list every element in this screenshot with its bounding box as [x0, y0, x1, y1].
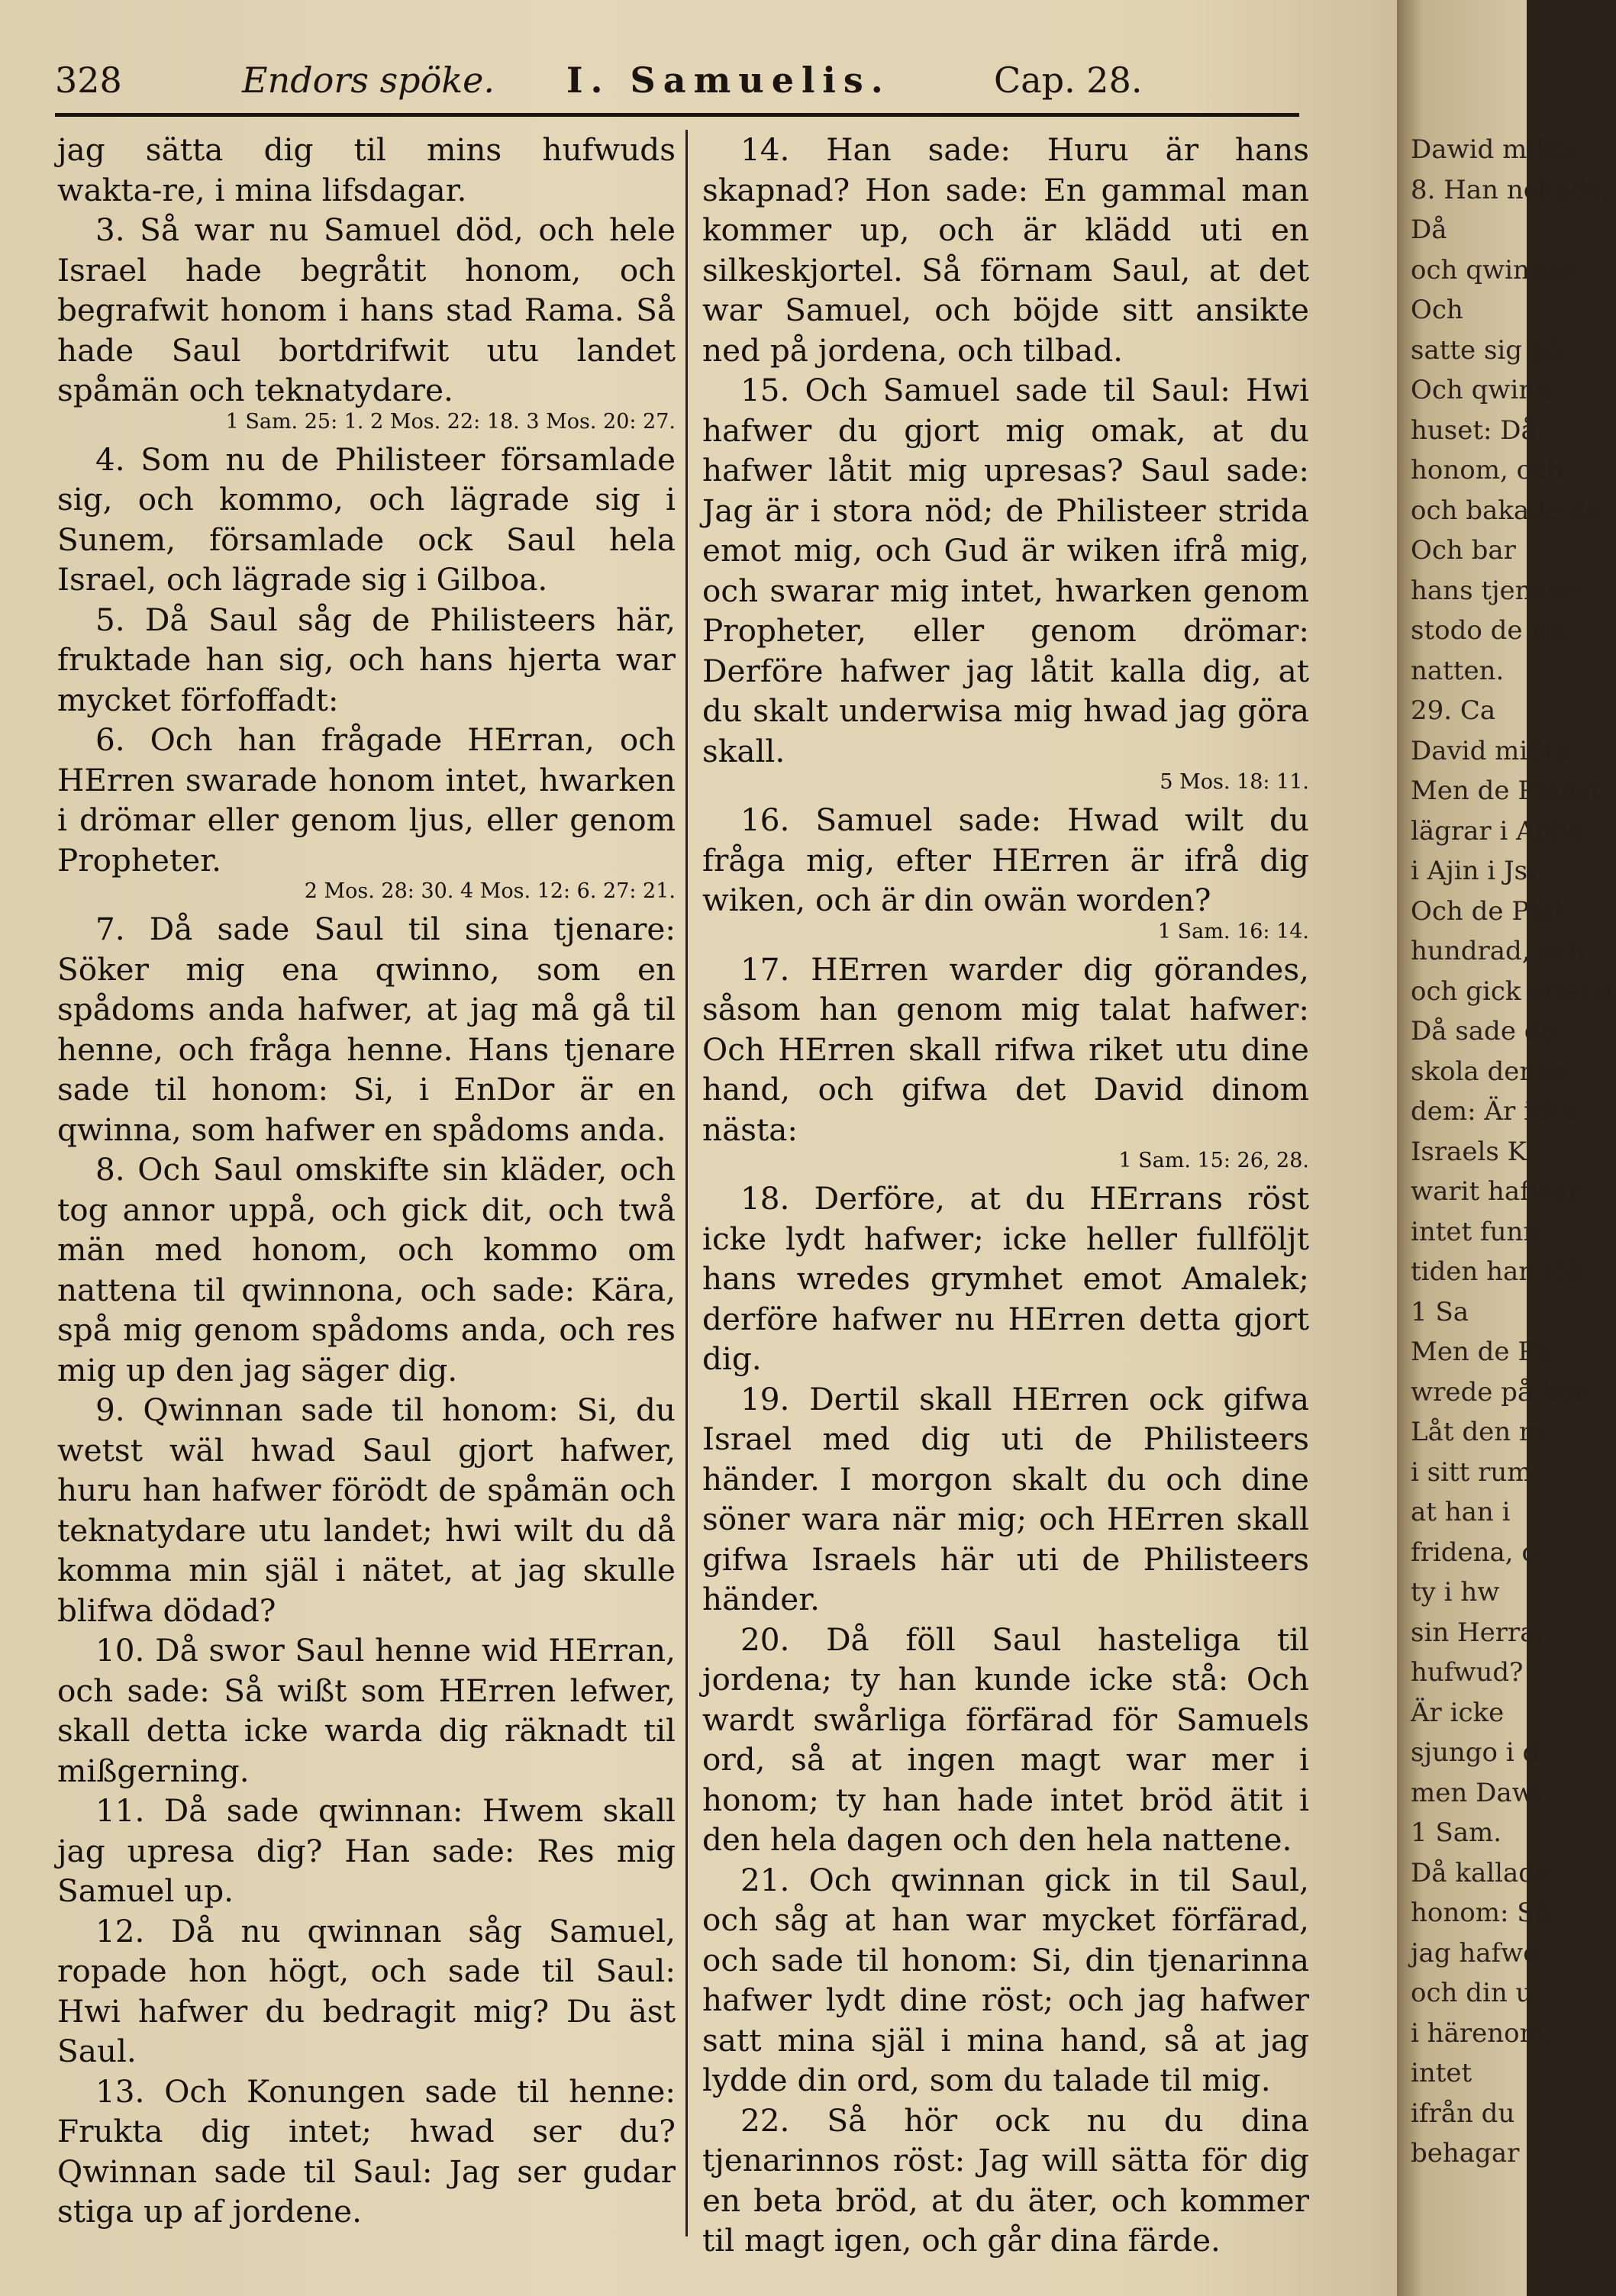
verse-text: 8. Och Saul omskifte sin kläder, och tog annor uppå, och gick dit, och twå män med honom, och kommo om nattena til qwinnona, och sade: Kära, spå mig genom spådoms anda, och res mig up den jag säger dig. — [57, 1151, 676, 1388]
facing-page-fragment: 29. Ca — [1411, 695, 1496, 726]
facing-page-fragment: sjungo i d — [1411, 1737, 1540, 1768]
verse-text: 4. Som nu de Philisteer församlade sig, och kommo, och lägrade sig i Sunem, församlade ock Saul hela Israel, och lägrade sig i Gilboa. — [57, 440, 676, 598]
verse-text: 22. Så hör ock nu du dina tjenarinnos röst: Jag will sätta för dig en beta bröd, at du äter, och kommer til magt igen, och går dina färde. — [702, 2101, 1309, 2259]
book-title: I. Samuelis. — [566, 60, 891, 101]
facing-page-fragment: stodo de up, — [1411, 615, 1572, 646]
cross-reference: 5 Mos. 18: 11. — [1160, 770, 1309, 794]
verse-text: 13. Och Konungen sade til henne: Frukta dig intet; hwad ser du? Qwinnan sade til Saul: Jag ser gudar stiga up af jordene. — [57, 2072, 676, 2230]
verse-paragraph — [57, 440, 676, 600]
cross-reference: 1 Sam. 16: 14. — [1157, 919, 1309, 943]
facing-page-fragment: Och bar — [1411, 535, 1516, 566]
left-column — [57, 130, 676, 2232]
facing-page-fragment: natten. — [1411, 655, 1505, 686]
verse-text: 7. Då sade Saul til sina tjenare: Söker mig ena qwinno, som en spådoms anda hafwer, at jag må gå til henne, och fråga henne. Hans tjenare sade til honom: Si, i EnDor är en qwinna, som hafwer en spådoms anda. — [57, 911, 676, 1148]
facing-page-fragment: satte sig på — [1411, 334, 1563, 366]
verse-paragraph — [702, 1179, 1309, 1379]
page-header — [55, 60, 1299, 113]
cross-reference: 1 Sam. 15: 26, 28. — [1118, 1149, 1309, 1172]
facing-page-fragment: jag hafwe — [1411, 1937, 1539, 1969]
verse-paragraph — [702, 950, 1309, 1176]
verse-paragraph — [702, 2101, 1309, 2261]
verse-text: 17. HErren warder dig görandes, såsom han genom mig talat hafwer: Och HErren skall rifwa riket utu dine hand, och gifwa det David dinom nästa: — [702, 950, 1309, 1148]
facing-page-fragment: dem: Är icke — [1411, 1096, 1578, 1127]
facing-page-fragment: Då kallade — [1411, 1857, 1551, 1888]
verse-paragraph — [57, 1150, 676, 1390]
verse-text: 12. Då nu qwinnan såg Samuel, ropade hon högt, och sade til Saul: Hwi hafwer du bedragit mig? Du äst Saul. — [57, 1912, 676, 2069]
page-number: 328 — [55, 60, 122, 101]
facing-page-fragment: i Ajin i Jsr — [1411, 856, 1540, 886]
facing-page-fragment: Men de Ph — [1411, 1337, 1553, 1367]
verse-paragraph — [57, 600, 676, 721]
verse-text: 20. Då föll Saul hasteliga til jordena; ty han kunde icke stå: Och wardt swårliga förfärad för Samuels ord, så at ingen magt war mer i honom; ty han hade intet bröd ätit i den hela dagen och den hela nattene. — [702, 1620, 1309, 1858]
facing-page-fragment: wrede på hon — [1411, 1376, 1591, 1408]
facing-page-fragment: Israels K — [1411, 1136, 1527, 1167]
facing-page-fragment: fridena, o — [1411, 1537, 1537, 1568]
column-divider — [685, 130, 688, 2236]
facing-page-fragment: Dawid mißta — [1411, 134, 1579, 165]
verse-paragraph — [57, 909, 676, 1150]
verse-paragraph — [702, 370, 1309, 797]
facing-page-fragment: honom, och — [1411, 455, 1563, 485]
facing-page-fragment: intet — [1411, 2058, 1472, 2088]
facing-page-fragment: behagar — [1411, 2138, 1520, 2169]
verse-paragraph — [57, 1791, 676, 1911]
facing-page-fragment: Då — [1411, 214, 1447, 245]
verse-text: 6. Och han frågade HErran, och HErren swarade honom intet, hwarken i drömar eller genom ljus, eller genom Propheter. — [57, 721, 676, 879]
verse-paragraph — [702, 1379, 1309, 1620]
facing-page-fragment: och din u — [1411, 1978, 1533, 2008]
verse-paragraph — [702, 1860, 1309, 2101]
facing-page-fragment: tiden han föll — [1411, 1256, 1585, 1287]
verse-text: 15. Och Samuel sade til Saul: Hwi hafwer du gjort mig omak, at du hafwer låtit mig upresas? Saul sade: Jag är i stora nöd; de Philisteer strida emot mig, och Gud är wiken ifrå mig, och swarar mig intet, hwarken genom Propheter, eller genom drömar: Derföre hafwer jag låtit kalla dig, at du skalt underwisa mig hwad jag göra skall. — [702, 372, 1309, 769]
facing-page-fragment: honom: Så — [1411, 1898, 1550, 1928]
facing-page-fragment: 1 Sam. — [1411, 1817, 1502, 1848]
facing-page-edge — [1397, 0, 1616, 2296]
facing-page-fragment: sin Herra, — [1411, 1617, 1544, 1648]
verse-text: 14. Han sade: Huru är hans skapnad? Hon sade: En gammal man kommer up, och är klädd uti en silkeskjortel. Så förnam Saul, at det war Samuel, och böjde sitt ansikte ned på jordena, och tilbad. — [702, 131, 1309, 369]
chapter-label: Cap. 28. — [994, 60, 1143, 101]
facing-page-fragment: hundrad, och — [1411, 936, 1585, 966]
facing-page-fragment: Låt den m — [1411, 1417, 1544, 1447]
verse-text: 16. Samuel sade: Hwad wilt du fråga mig, efter HErren är ifrå dig wiken, och är din owän worden? — [702, 801, 1309, 918]
verse-paragraph — [57, 210, 676, 437]
verse-paragraph — [57, 130, 676, 210]
facing-page-fragment: Men de Philist — [1411, 776, 1601, 806]
facing-page-fragment: Då sade de — [1411, 1016, 1556, 1046]
verse-paragraph — [57, 1911, 676, 2072]
facing-page-fragment: men Dawi — [1411, 1777, 1543, 1808]
facing-page-fragment: 8. Han nekade, — [1411, 174, 1611, 205]
facing-page-fragment: intet funn — [1411, 1216, 1540, 1247]
facing-page-fragment: ty i hw — [1411, 1577, 1500, 1608]
facing-page-fragment: hans tjenare: — [1411, 575, 1584, 606]
facing-page-fragment: 1 Sa — [1411, 1296, 1469, 1327]
facing-page-fragment: Är icke — [1411, 1697, 1505, 1728]
verse-text: 21. Och qwinnan gick in til Saul, och såg at han war mycket förfärad, och sade til honom: Si, din tjenarinna hafwer lydt dine röst; och jag hafwer satt mina själ i mina hand, så at jag lydde din ord, som du talade til mig. — [702, 1861, 1309, 2098]
facing-page-fragment: David mißtä — [1411, 735, 1571, 766]
facing-page-fragment: i härenom, — [1411, 2017, 1553, 2049]
facing-page-fragment: warit hafwer — [1411, 1176, 1580, 1207]
verse-text: 10. Då swor Saul henne wid HErran, och sade: Så wißt som HErren lefwer, skall detta icke warda dig räknadt til mißgerning. — [57, 1632, 676, 1789]
verse-text: 19. Dertil skall HErren ock gifwa Israel med dig uti de Philisteers händer. I morgon skalt du och dine söner wara när mig; och HErren skall gifwa Israels här uti de Philisteers händer. — [702, 1380, 1309, 1617]
verse-paragraph — [702, 1620, 1309, 1860]
verse-paragraph — [702, 800, 1309, 946]
verse-paragraph — [57, 1630, 676, 1791]
facing-page-fragment: Och de Phil — [1411, 895, 1563, 927]
right-column — [702, 130, 1309, 2261]
facing-page-fragment: lägrar i Aphe — [1411, 815, 1584, 846]
facing-page-fragment: skola denne — [1411, 1056, 1569, 1087]
verse-text: 3. Så war nu Samuel död, och hele Israel hade begråtit honom, och begrafwit honom i hans stad Rama. Så hade Saul bortdrifwit utu landet spåmän och teknatydare. — [57, 211, 676, 408]
cross-reference: 1 Sam. 25: 1. 2 Mos. 22: 18. 3 Mos. 20: 27. — [225, 409, 676, 434]
facing-page-fragment: Och qwinn — [1411, 375, 1553, 405]
facing-page-fragment: huset: Då — [1411, 414, 1537, 446]
facing-page-fragment: och qwinnan — [1411, 254, 1579, 285]
facing-page-fragment: och bakade de — [1411, 495, 1601, 526]
cross-reference: 2 Mos. 28: 30. 4 Mos. 12: 6. 27: 21. — [304, 879, 676, 903]
verse-paragraph — [57, 1390, 676, 1630]
facing-page-fragment: at han i — [1411, 1497, 1511, 1527]
verse-paragraph — [702, 130, 1309, 370]
facing-page-text — [1411, 130, 1616, 2174]
verse-paragraph — [57, 720, 676, 906]
verse-text: jag sätta dig til mins hufwuds wakta‑re, i mina lifsdagar. — [57, 131, 676, 208]
verse-text: 18. Derföre, at du HErrans röst icke lydt hafwer; icke heller fullföljt hans wredes grymhet emot Amalek; derföre hafwer nu HErren detta gjort dig. — [702, 1180, 1309, 1377]
verse-paragraph — [57, 2072, 676, 2232]
running-title: Endors spöke. — [242, 60, 495, 101]
facing-page-fragment: ifrån du — [1411, 2098, 1515, 2129]
facing-page-fragment: Och — [1411, 295, 1463, 325]
header-rule — [55, 113, 1299, 117]
verse-text: 5. Då Saul såg de Philisteers här, fruktade han sig, och hans hjerta war mycket förfoffadt: — [57, 601, 676, 718]
verse-text: 11. Då sade qwinnan: Hwem skall jag upresa dig? Han sade: Res mig Samuel up. — [57, 1792, 676, 1909]
facing-page-fragment: hufwud? — [1411, 1657, 1524, 1688]
verse-text: 9. Qwinnan sade til honom: Si, du wetst wäl hwad Saul gjort hafwer, huru han hafwer förödt de spåmän och teknatydare utu landet; hwi wilt du då komma min själ i nätet, at jag skulle blifwa dödad? — [57, 1391, 676, 1629]
facing-page-fragment: och gick efterst — [1411, 975, 1616, 1007]
facing-page-fragment: i sitt rum — [1411, 1456, 1532, 1488]
